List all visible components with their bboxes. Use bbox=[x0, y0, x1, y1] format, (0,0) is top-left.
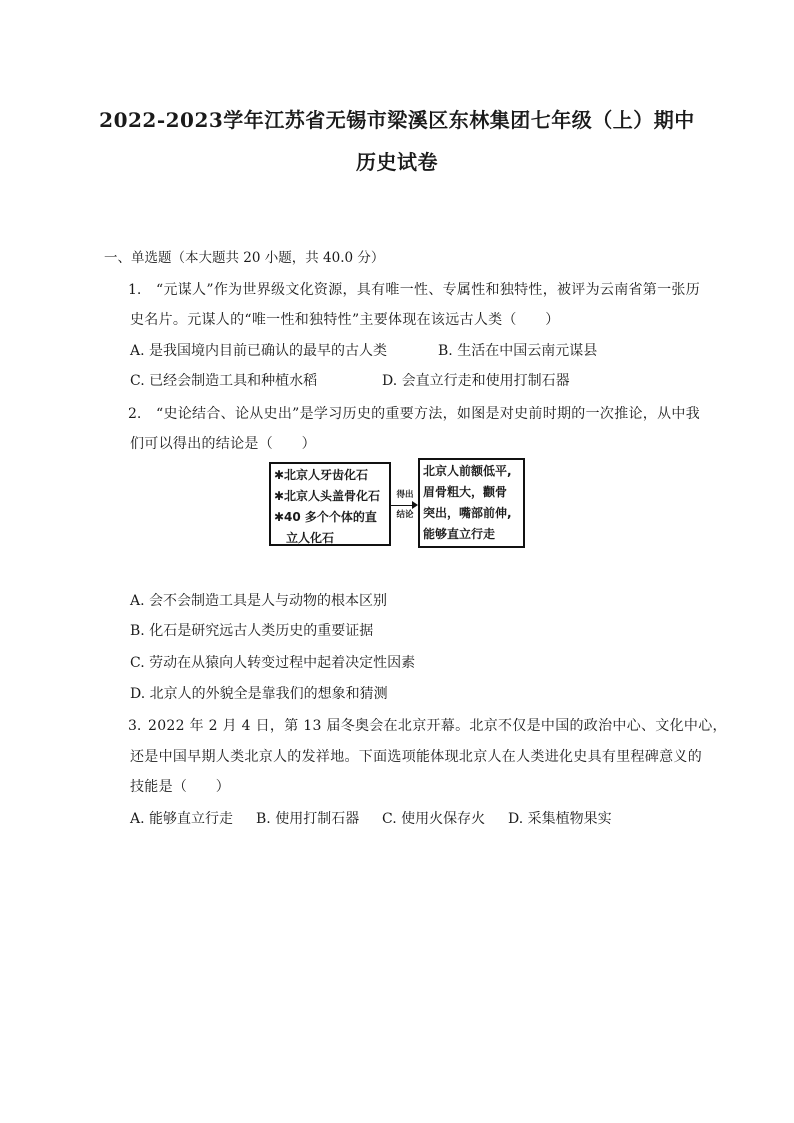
conclusion-line: 能够直立行走 bbox=[423, 527, 496, 541]
option-c[interactable]: C. 劳动在从猿向人转变过程中起着决定性因素 bbox=[130, 655, 416, 671]
question-text-line: 2022 年 2 月 4 日，第 13 届冬奥会在北京开幕。北京不仅是中国的政治中心、文化中心， bbox=[148, 718, 727, 734]
evidence-line: ✱40 多个个体的直 bbox=[274, 510, 377, 524]
question-text-line: 技能是（ ） bbox=[130, 779, 231, 795]
option-b[interactable]: B. 化石是研究远古人类历史的重要证据 bbox=[130, 623, 374, 639]
arrow-label-bottom: 结论 bbox=[396, 510, 414, 520]
arrow-label-top: 得出 bbox=[396, 490, 414, 500]
option-a[interactable]: A. 是我国境内目前已确认的最早的古人类 bbox=[130, 343, 388, 359]
evidence-line: ✱北京人牙齿化石 bbox=[274, 468, 369, 482]
option-a[interactable]: A. 能够直立行走 bbox=[130, 811, 234, 827]
evidence-box bbox=[269, 462, 391, 546]
arrow bbox=[391, 488, 418, 524]
option-d[interactable]: D. 北京人的外貌全是靠我们的想象和猜测 bbox=[130, 686, 388, 702]
question-number: 2. bbox=[128, 406, 142, 422]
exam-title-line1: 2022-2023学年江苏省无锡市梁溪区东林集团七年级（上）期中 bbox=[99, 108, 695, 132]
conclusion-line: 突出，嘴部前伸, bbox=[423, 506, 512, 520]
option-c[interactable]: C. 已经会制造工具和种植水稻 bbox=[130, 373, 318, 389]
option-c[interactable]: C. 使用火保存火 bbox=[382, 811, 486, 827]
option-a[interactable]: A. 会不会制造工具是人与动物的根本区别 bbox=[130, 593, 388, 609]
option-b[interactable]: B. 生活在中国云南元谋县 bbox=[438, 343, 598, 359]
question-text-line: “元谋人”作为世界级文化资源，具有唯一性、专属性和独特性，被评为云南省第一张历 bbox=[156, 282, 701, 298]
option-d[interactable]: D. 会直立行走和使用打制石器 bbox=[382, 373, 570, 389]
question-number: 3. bbox=[128, 718, 142, 734]
conclusion-line: 北京人前额低平, bbox=[423, 464, 512, 478]
question-text-line: 史名片。元谋人的“唯一性和独特性”主要体现在该远古人类（ ） bbox=[130, 312, 560, 328]
question-text-line: 们可以得出的结论是（ ） bbox=[130, 436, 316, 452]
evidence-line: ✱北京人头盖骨化石 bbox=[274, 489, 381, 503]
question-number: 1. bbox=[128, 282, 142, 298]
conclusion-box bbox=[418, 458, 525, 548]
option-d[interactable]: D. 采集植物果实 bbox=[508, 811, 612, 827]
inference-diagram bbox=[269, 458, 525, 548]
evidence-line: 立人化石 bbox=[274, 531, 335, 545]
arrow-line bbox=[391, 505, 414, 506]
option-b[interactable]: B. 使用打制石器 bbox=[256, 811, 360, 827]
question-text-line: “史论结合、论从史出”是学习历史的重要方法，如图是对史前时期的一次推论，从中我 bbox=[156, 406, 701, 422]
exam-title-line2: 历史试卷 bbox=[356, 150, 438, 174]
conclusion-line: 眉骨粗大，颧骨 bbox=[423, 485, 508, 499]
question-text-line: 还是中国早期人类北京人的发祥地。下面选项能体现北京人在人类进化史具有里程碑意义的 bbox=[130, 749, 702, 765]
section-heading: 一、单选题（本大题共 20 小题，共 40.0 分） bbox=[104, 250, 385, 266]
